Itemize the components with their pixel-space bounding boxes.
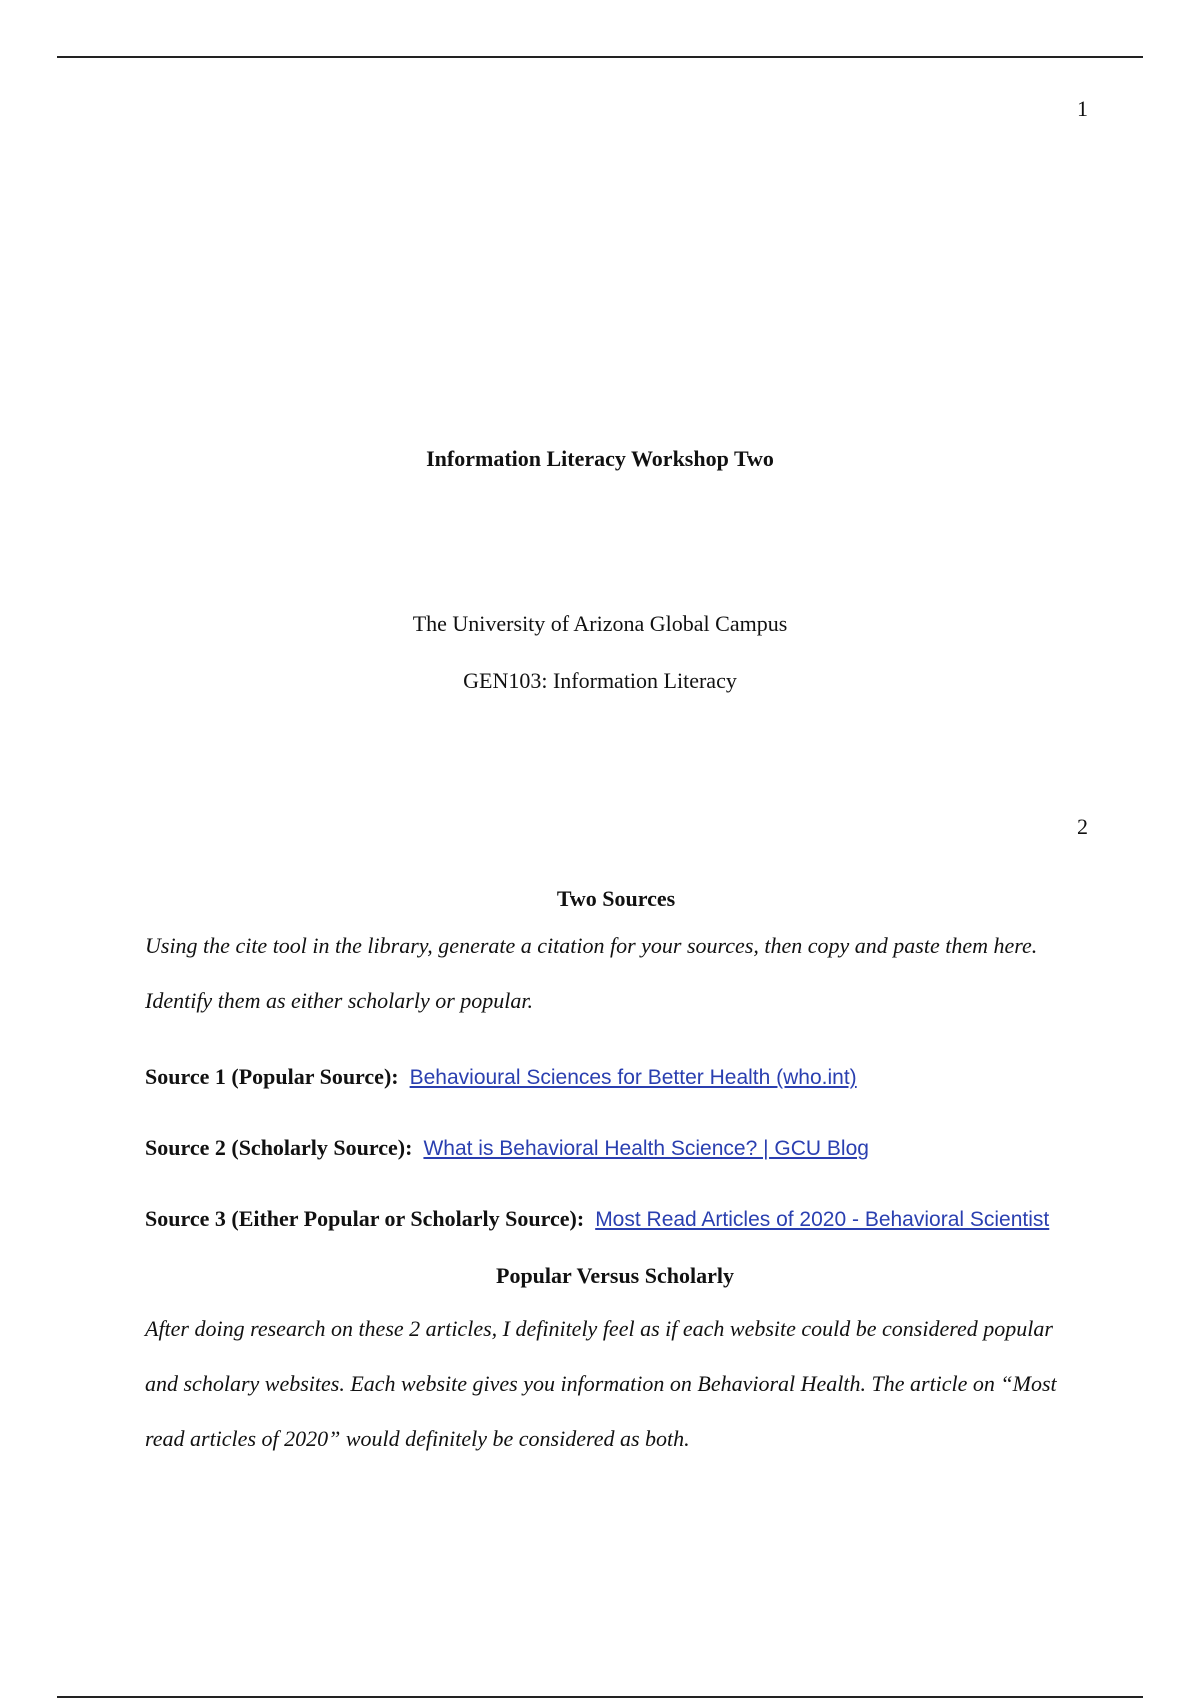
source-1-line	[145, 1042, 1085, 1113]
top-page-rule	[57, 56, 1143, 58]
page-number-1: 1	[1077, 96, 1088, 121]
popular-vs-scholarly-heading: Popular Versus Scholarly	[496, 1263, 734, 1288]
source-1-link[interactable]: Behavioural Sciences for Better Health (who.int)	[409, 1066, 857, 1089]
page2-body	[145, 918, 1085, 1466]
page-number-2: 2	[1077, 814, 1088, 839]
bottom-page-rule	[57, 1696, 1143, 1698]
institution-name: The University of Arizona Global Campus	[412, 611, 788, 636]
source-1-label: Source 1 (Popular Source):	[145, 1064, 399, 1089]
source-3-label: Source 3 (Either Popular or Scholarly Source):	[145, 1206, 585, 1231]
source-3-link[interactable]: Most Read Articles of 2020 - Behavioral Scientist	[595, 1208, 1050, 1231]
source-2-label: Source 2 (Scholarly Source):	[145, 1135, 413, 1160]
course-name: GEN103: Information Literacy	[463, 668, 737, 693]
instructions-paragraph: Using the cite tool in the library, generate a citation for your sources, then copy and paste them here. Identify them as either scholarly or popular.	[145, 933, 1038, 1013]
source-2-line	[145, 1113, 1085, 1184]
two-sources-heading: Two Sources	[556, 886, 676, 911]
document-title: Information Literacy Workshop Two	[426, 446, 774, 471]
popular-vs-scholarly-paragraph: After doing research on these 2 articles, I definitely feel as if each website could be considered popular and scholary websites. Each website gives you information on Behavioral Health. The article on “Most read articles of 2020” would definitely be considered as both.	[145, 1316, 1057, 1451]
source-3-line	[145, 1194, 1085, 1245]
source-2-link[interactable]: What is Behavioral Health Science? | GCU Blog	[423, 1137, 869, 1160]
